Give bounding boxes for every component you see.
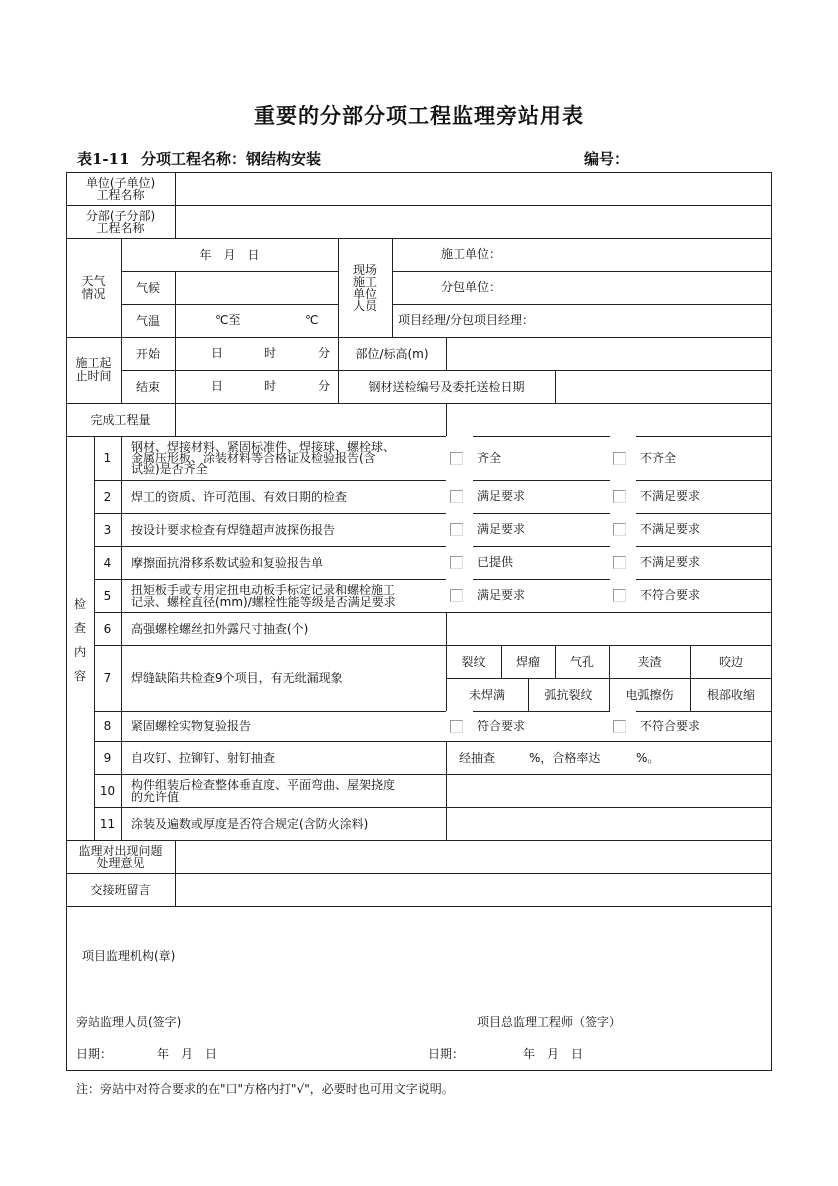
pass-rate-label: %，合格率达: [529, 751, 601, 765]
row-line: [473, 480, 610, 481]
weather-date[interactable]: 年 月 日: [199, 247, 260, 262]
option-label: 齐全: [477, 451, 502, 465]
row-line: [473, 513, 610, 514]
steel-inspection-field[interactable]: [556, 370, 772, 403]
item-number: 2: [103, 489, 112, 504]
table-number: 表1-11: [77, 150, 130, 168]
item-number: 9: [103, 750, 112, 765]
weld-defect-overlap: 焊瘤: [515, 654, 540, 669]
option-label: 满足要求: [477, 489, 526, 503]
supervision-opinion-field[interactable]: [176, 840, 772, 873]
weld-defect-crater-crack: 弧抗裂纹: [544, 687, 593, 702]
checkbox-incomplete[interactable]: [613, 452, 626, 465]
row-line: [636, 513, 772, 514]
item-text: 扭矩板手或专用定扭电动板手标定记录和螺栓施工 记录、螺栓直径(mm)/螺栓性能等级是否满足要求: [131, 582, 396, 609]
option-label: 已提供: [477, 555, 514, 569]
subcontractor-field[interactable]: 分包单位：: [441, 280, 502, 294]
completed-quantity-label: 完成工程量: [90, 412, 151, 427]
handover-field[interactable]: [176, 873, 772, 906]
date-value[interactable]: 年 月 日: [523, 1047, 584, 1061]
row-line: [392, 304, 772, 305]
item-number: 8: [103, 719, 112, 733]
weld-defect-arc-strike: 电弧擦伤: [625, 687, 674, 702]
weld-defect-root-shrinkage: 根部收缩: [706, 687, 755, 702]
sub-name-field[interactable]: [176, 205, 772, 238]
item-text: 构件组装后检查整体垂直度、平面弯曲、屋架挠度 的允许值: [131, 777, 396, 804]
item-text: 高强螺栓螺丝扣外露尺寸抽查(个): [131, 621, 309, 636]
onsite-supervisor-sign[interactable]: 旁站监理人员(签字): [76, 1015, 182, 1029]
weather-label: 天气 情况: [81, 273, 106, 301]
serial-number-label: 编号：: [584, 150, 630, 168]
item-number: 11: [99, 816, 116, 831]
start-day[interactable]: 日: [211, 346, 224, 360]
item-text: 紧固螺栓实物复验报告: [131, 719, 252, 733]
item-text: 按设计要求检查有焊缝超声波探伤报告: [131, 522, 336, 537]
row-line: [473, 711, 610, 712]
pass-rate-suffix: %。: [636, 751, 660, 765]
temperature-from[interactable]: ℃至: [215, 313, 241, 327]
chief-engineer-sign[interactable]: 项目总监理工程师（签字）: [477, 1015, 622, 1029]
footnote: 注：旁站中对符合要求的在"口"方格内打"√"，必要时也可用文字说明。: [76, 1082, 454, 1096]
location-label: 部位/标高(m): [355, 346, 429, 361]
checkbox-complete[interactable]: [450, 452, 463, 465]
start-label: 开始: [135, 346, 160, 361]
weld-defect-slag: 夹渣: [637, 654, 662, 669]
thread-exposure-field[interactable]: [447, 612, 772, 645]
item-text: 涂装及遍数或厚度是否符合规定(含防火涂料): [131, 816, 369, 831]
row-line: [636, 711, 772, 712]
item-text: 摩擦面抗滑移系数试验和复验报告单: [131, 555, 324, 570]
checkbox-not-meets[interactable]: [613, 490, 626, 503]
option-label: 满足要求: [477, 522, 526, 536]
end-day[interactable]: 日: [211, 379, 224, 393]
item-text: 钢材、焊接材料、紧固标准件、焊接球、螺栓球、 金属压形板、涂装材料等合格证及检验报告(含 试验)是否齐全: [131, 439, 396, 476]
steel-inspection-label: 钢材送检编号及委托送检日期: [368, 379, 525, 394]
item-number: 1: [103, 451, 112, 465]
handover-label: 交接班留言: [90, 882, 151, 897]
row-line: [66, 906, 772, 907]
sampling-label: 经抽查: [459, 751, 496, 765]
end-minute[interactable]: 分: [318, 379, 331, 393]
item-number: 7: [103, 671, 112, 685]
row-line: [636, 480, 772, 481]
supervision-opinion-label: 监理对出现问题 处理意见: [78, 843, 163, 870]
unit-name-field[interactable]: [176, 172, 772, 205]
item-number: 4: [103, 555, 112, 570]
sub-name-label: 分部(子分部) 工程名称: [85, 208, 156, 235]
row-line: [473, 579, 610, 580]
checkbox-conform[interactable]: [450, 720, 463, 733]
site-staff-label: 现场 施工 单位 人员: [352, 262, 377, 313]
checkbox-not-conform[interactable]: [613, 720, 626, 733]
col-line: [392, 238, 393, 337]
date-label: 日期：: [76, 1047, 113, 1061]
item-text: 焊缝缺陷共检查9个项目，有无纰漏现象: [131, 671, 343, 685]
inspection-content-label: 检 查 内 容: [73, 597, 86, 683]
start-minute[interactable]: 分: [318, 346, 331, 360]
option-label: 符合要求: [477, 719, 526, 733]
item-text: 自攻钉、拉铆钉、射钉抽查: [131, 750, 276, 765]
row-line: [473, 436, 610, 437]
checkbox-not-meets[interactable]: [613, 556, 626, 569]
col-line: [446, 403, 447, 436]
supervision-org-stamp: 项目监理机构(章): [82, 949, 176, 963]
date-value[interactable]: 年 月 日: [157, 1047, 218, 1061]
end-label: 结束: [135, 379, 160, 394]
date-label: 日期：: [428, 1047, 465, 1061]
option-label: 不符合要求: [640, 588, 701, 602]
option-label: 不齐全: [640, 451, 677, 465]
completed-quantity-field[interactable]: [176, 403, 446, 436]
coating-field[interactable]: [447, 807, 772, 840]
document-title: 重要的分部分项工程监理旁站用表: [254, 103, 584, 128]
end-hour[interactable]: 时: [264, 379, 277, 393]
checkbox-meets[interactable]: [450, 490, 463, 503]
checkbox-meets[interactable]: [450, 523, 463, 536]
col-line: [121, 436, 122, 840]
construction-time-label: 施工起 止时间: [75, 356, 112, 383]
manager-field[interactable]: 项目经理/分包项目经理：: [398, 313, 535, 327]
location-field[interactable]: [447, 337, 772, 370]
option-label: 不满足要求: [640, 489, 701, 503]
item-text: 焊工的资质、许可范围、有效日期的检查: [131, 489, 348, 504]
item-number: 6: [103, 621, 112, 636]
row-line: [473, 546, 610, 547]
weld-defect-crack: 裂纹: [461, 654, 486, 669]
option-label: 不满足要求: [640, 555, 701, 569]
checkbox-not-meets[interactable]: [613, 523, 626, 536]
weld-defect-undercut: 咬边: [718, 654, 743, 669]
temperature-to[interactable]: ℃: [305, 313, 319, 327]
row-line: [636, 436, 772, 437]
climate-field[interactable]: [176, 271, 338, 304]
climate-label: 气候: [135, 280, 160, 295]
start-hour[interactable]: 时: [264, 346, 277, 360]
checkbox-meets[interactable]: [450, 589, 463, 602]
temperature-label: 气温: [135, 313, 160, 328]
row-line: [636, 579, 772, 580]
project-name-label: 分项工程名称：钢结构安装: [141, 150, 322, 168]
row-line: [392, 271, 772, 272]
contractor-field[interactable]: 施工单位：: [441, 247, 502, 261]
option-label: 满足要求: [477, 588, 526, 602]
weld-defect-porosity: 气孔: [569, 654, 594, 669]
checkbox-not-conform[interactable]: [613, 589, 626, 602]
weld-defect-underfill: 未焊满: [468, 687, 505, 702]
option-label: 不符合要求: [640, 719, 701, 733]
item-number: 3: [103, 522, 112, 537]
row-line: [636, 546, 772, 547]
item-number: 5: [103, 588, 112, 603]
option-label: 不满足要求: [640, 522, 701, 536]
unit-name-label: 单位(子单位) 工程名称: [85, 175, 156, 202]
item-number: 10: [99, 783, 116, 798]
checkbox-provided[interactable]: [450, 556, 463, 569]
assembly-tolerance-field[interactable]: [447, 774, 772, 807]
